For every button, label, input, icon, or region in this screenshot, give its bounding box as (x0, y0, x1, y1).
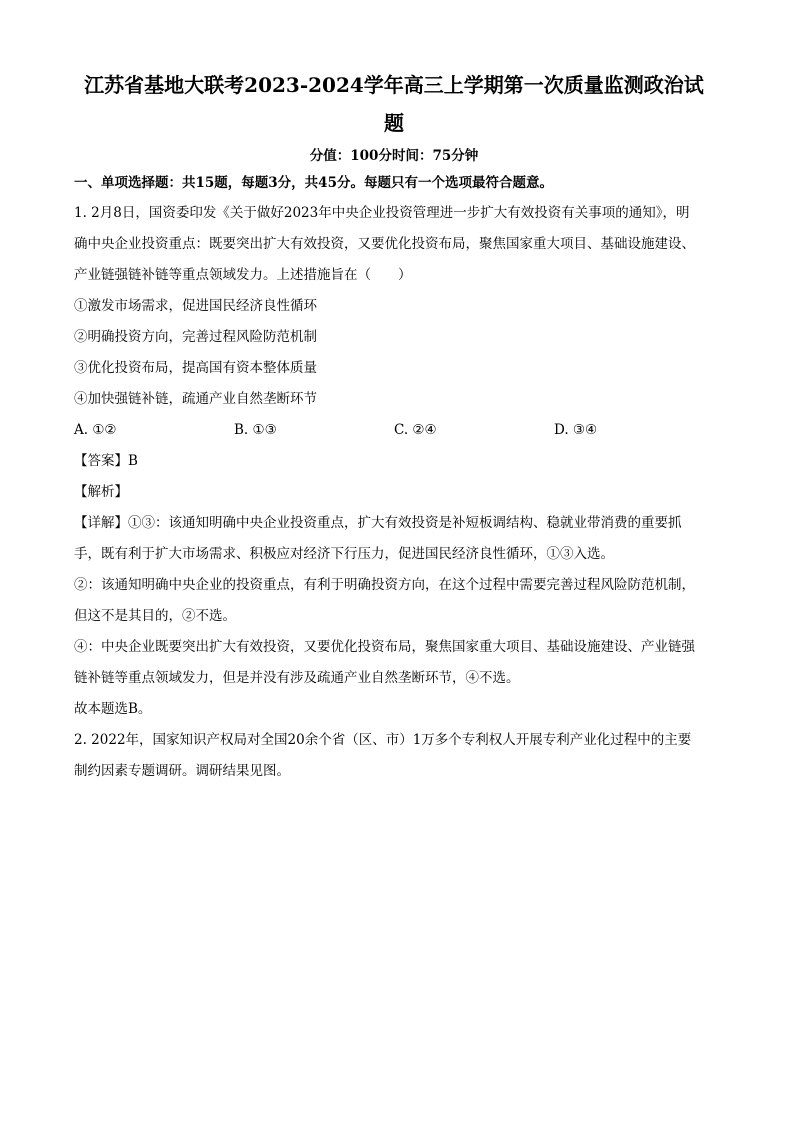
q1-analysis-line: ②：该通知明确中央企业的投资重点，有利于明确投资方向，在这个过程中需要完善过程风险防范机制， (74, 577, 695, 593)
document-title (74, 66, 714, 142)
q1-analysis-line: 但这不是其目的，②不选。 (74, 608, 236, 624)
q1-analysis-line: 链补链等重点领域发力，但是并没有涉及疏通产业自然垄断环节，④不选。 (74, 670, 520, 686)
q1-analysis-line: 【详解】①③：该通知明确中央企业投资重点，扩大有效投资是补短板调结构、稳就业带消费的重要抓 (74, 515, 682, 531)
q1-analysis-tag: 【解析】 (74, 484, 128, 500)
question-2 (74, 725, 714, 787)
q1-stem-line: 产业链强链补链等重点领域发力。上述措施旨在（ ） (74, 267, 412, 283)
title-line-1: 江苏省基地大联考2023-2024学年高三上学期第一次质量监测政治试 (84, 73, 704, 97)
question-1 (74, 198, 714, 725)
q1-answer: 【答案】B (74, 453, 138, 469)
q1-statement: ③优化投资布局，提高国有资本整体质量 (74, 360, 317, 376)
section-heading: 一、单项选择题：共15题，每题3分，共45分。每题只有一个选项最符合题意。 (74, 175, 553, 191)
q1-stem-line: 确中央企业投资重点：既要突出扩大有效投资，又要优化投资布局，聚焦国家重大项目、基础设施建设、 (74, 236, 695, 252)
q1-option-b: B. ①③ (234, 422, 277, 438)
title-line-2: 题 (384, 111, 404, 135)
q1-option-c: C. ②④ (394, 422, 437, 438)
q2-stem-line: 2. 2022年，国家知识产权局对全国20余个省（区、市）1万多个专利权人开展专利产业化过程中的主要 (74, 732, 692, 748)
q1-stem-line: 1. 2月8日，国资委印发《关于做好2023年中央企业投资管理进一步扩大有效投资有关事项的通知》，明 (74, 205, 690, 221)
q1-analysis-line: 故本题选B。 (74, 701, 152, 717)
q1-statement: ④加快强链补链，疏通产业自然垄断环节 (74, 391, 317, 407)
q1-analysis-line: 手，既有利于扩大市场需求、积极应对经济下行压力，促进国民经济良性循环，①③入选。 (74, 546, 614, 562)
q1-statement: ②明确投资方向，完善过程风险防范机制 (74, 329, 317, 345)
q1-option-d: D. ③④ (554, 422, 598, 438)
q1-option-a: A. ①② (74, 422, 117, 438)
q1-analysis-line: ④：中央企业既要突出扩大有效投资，又要优化投资布局，聚焦国家重大项目、基础设施建设、产业链强 (74, 639, 695, 655)
q2-stem-line: 制约因素专题调研。调研结果见图。 (74, 763, 290, 779)
q1-options (74, 415, 714, 446)
q1-statement: ①激发市场需求，促进国民经济良性循环 (74, 298, 317, 314)
score-time-info: 分值：100分时间：75分钟 (309, 148, 479, 164)
